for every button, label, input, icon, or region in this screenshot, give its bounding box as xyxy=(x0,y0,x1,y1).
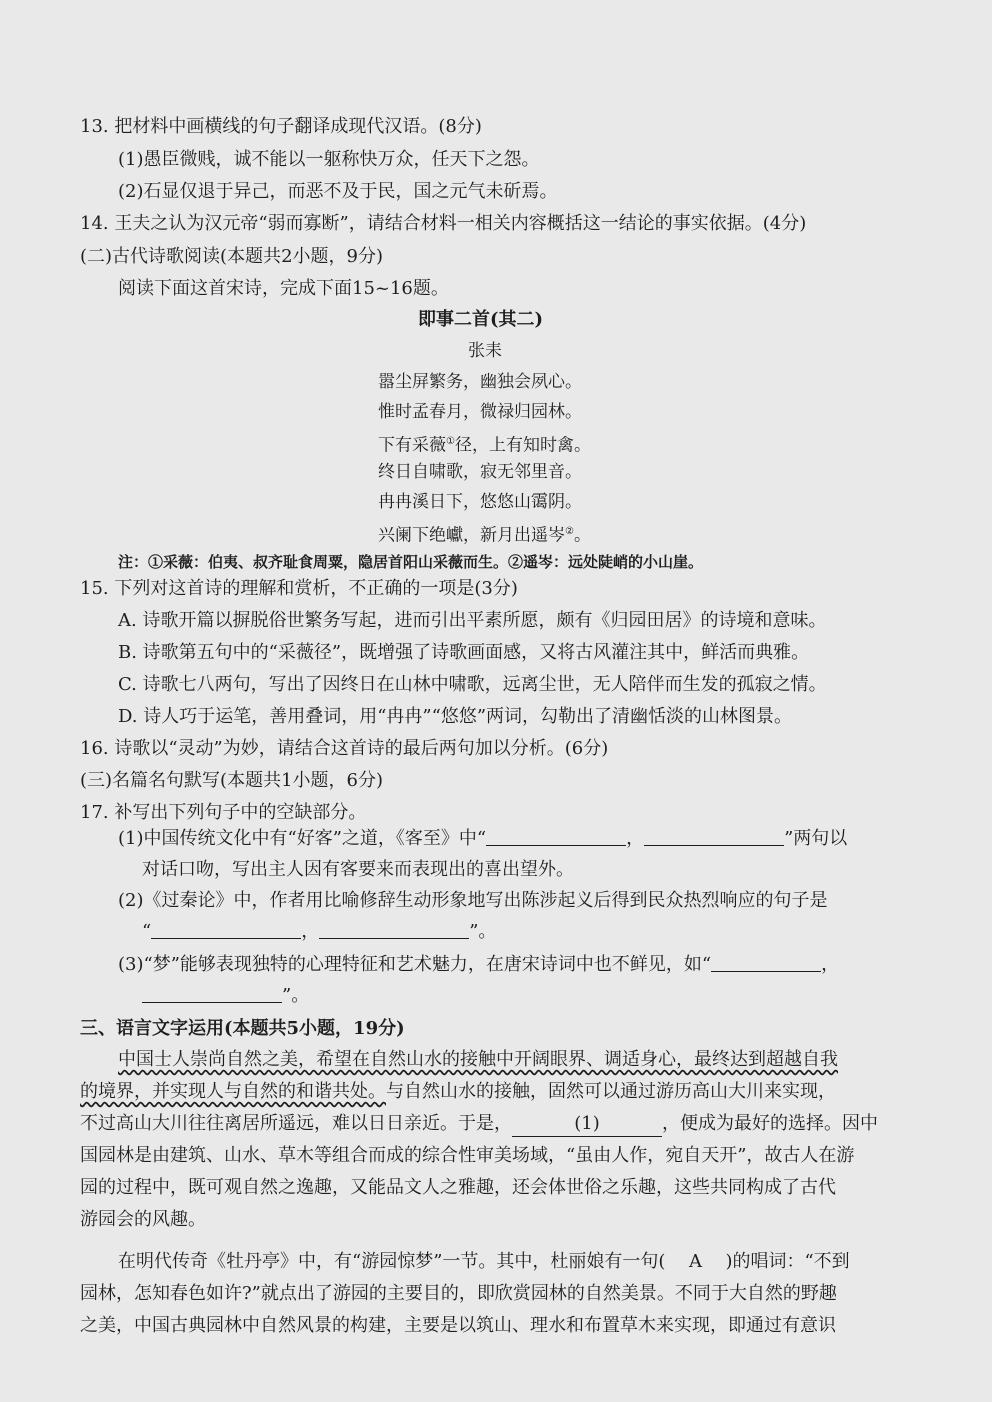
q13-sentence-1: (1)愚臣微贱，诚不能以一躯称快万众，任天下之怨。 xyxy=(118,149,540,170)
footnote-mark-2: ② xyxy=(565,526,574,537)
answer-blank xyxy=(644,827,784,846)
poem-line-4: 终日自啸歌，寂无邻里音。 xyxy=(378,462,582,482)
q15-option-d: D. 诗人巧于运笔，善用叠词，用“冉冉”“悠悠”两词，勾勒出了清幽恬淡的山林图景。 xyxy=(118,706,793,727)
answer-blank xyxy=(711,953,821,972)
answer-blank xyxy=(319,920,469,939)
footnote-mark-1: ① xyxy=(446,436,455,447)
poem-line-3: 下有采薇①径，上有知时禽。 xyxy=(378,435,591,456)
passage-line-5: 园的过程中，既可观自然之逸趣，又能品文人之雅趣，还会体世俗之乐趣，这些共同构成了古代 xyxy=(80,1177,836,1198)
q15-option-a: A. 诗歌开篇以摒脱俗世繁务写起，进而引出平素所愿，颇有《归园田居》的诗境和意味。 xyxy=(118,610,827,631)
blank-a: A xyxy=(688,1251,702,1272)
q16-text: 16. 诗歌以“灵动”为妙，请结合这首诗的最后两句加以分析。(6分) xyxy=(80,738,609,759)
q14-text: 14. 王夫之认为汉元帝“弱而寡断”，请结合材料一相关内容概括这一结论的事实依据。(4分) xyxy=(80,213,807,234)
q17-part-2: (2)《过秦论》中，作者用比喻修辞生动形象地写出陈涉起义后得到民众热烈响应的句子是 xyxy=(118,890,828,911)
q15-title: 15. 下列对这首诗的理解和赏析，不正确的一项是(3分) xyxy=(80,578,518,599)
poem-author: 张耒 xyxy=(468,341,502,361)
poem-line-1: 嚣尘屏繁务，幽独会夙心。 xyxy=(378,372,582,392)
q17-part-3-blank: ”。 xyxy=(142,984,309,1008)
passage-line-1: 中国士人崇尚自然之美，希望在自然山水的接触中开阔眼界、调适身心，最终达到超越自我 xyxy=(118,1049,838,1070)
answer-blank xyxy=(486,827,626,846)
part-3-heading: 三、语言文字运用(本题共5小题，19分) xyxy=(80,1018,405,1039)
poem-title: 即事二首(其二) xyxy=(418,309,544,330)
answer-blank xyxy=(142,984,282,1003)
blank-1: (1) xyxy=(512,1112,662,1137)
q17-part-1-cont: 对话口吻，写出主人因有客要来而表现出的喜出望外。 xyxy=(142,859,574,880)
q17-part-3: (3)“梦”能够表现独特的心理特征和艺术魅力，在唐宋诗词中也不鲜见，如“ ， xyxy=(118,954,840,975)
passage-line-8: 园林，怎知春色如许?”就点出了游园的主要目的，即欣赏园林的自然美景。不同于大自然的野趣 xyxy=(80,1283,837,1304)
passage-line-9: 之美，中国古典园林中自然风景的构建，主要是以筑山、理水和布置草木来实现，即通过有意识 xyxy=(80,1315,836,1336)
passage-line-6: 游园会的风趣。 xyxy=(80,1209,206,1230)
section-3-heading: (三)名篇名句默写(本题共1小题，6分) xyxy=(80,770,383,791)
answer-blank xyxy=(151,920,301,939)
poem-line-2: 惟时孟春月，微禄归园林。 xyxy=(378,402,582,422)
q17-title: 17. 补写出下列句子中的空缺部分。 xyxy=(80,802,367,823)
section-2-intro: 阅读下面这首宋诗，完成下面15~16题。 xyxy=(118,278,449,299)
q17-part-2-blanks: “ ， ”。 xyxy=(142,921,497,942)
passage-line-7: 在明代传奇《牡丹亭》中，有“游园惊梦”一节。其中，杜丽娘有一句( A )的唱词：“不到 xyxy=(118,1251,850,1272)
q17-part-1: (1)中国传统文化中有“好客”之道，《客至》中“ ， ”两句以 xyxy=(118,828,848,849)
poem-line-5: 冉冉溪日下，悠悠山霭阴。 xyxy=(378,492,582,512)
passage-line-4: 国园林是由建筑、山水、草木等组合而成的综合性审美场域，“虽由人作，宛自天开”，故古人在游 xyxy=(80,1145,855,1166)
poem-line-6: 兴阑下绝巘，新月出遥岑②。 xyxy=(378,525,591,546)
q13-sentence-2: (2)石显仅退于异己，而恶不及于民，国之元气未斫焉。 xyxy=(118,181,558,202)
q15-option-b: B. 诗歌第五句中的“采薇径”，既增强了诗歌画面感，又将古风灌注其中，鲜活而典雅。 xyxy=(118,642,810,663)
poem-footnote: 注：①采薇：伯夷、叔齐耻食周粟，隐居首阳山采薇而生。②遥岑：远处陡峭的小山崖。 xyxy=(118,553,704,571)
q13-title: 13. 把材料中画横线的句子翻译成现代汉语。(8分) xyxy=(80,116,482,137)
passage-line-2: 的境界，并实现人与自然的和谐共处。与自然山水的接触，固然可以通过游历高山大川来实现， xyxy=(80,1081,836,1102)
passage-line-3: 不过高山大川往往离居所遥远，难以日日亲近。于是， (1) ，便成为最好的选择。因中 xyxy=(80,1112,878,1137)
q15-option-c: C. 诗歌七八两句，写出了因终日在山林中啸歌，远离尘世，无人陪伴而生发的孤寂之情。 xyxy=(118,674,827,695)
section-2-heading: (二)古代诗歌阅读(本题共2小题，9分) xyxy=(80,246,383,267)
